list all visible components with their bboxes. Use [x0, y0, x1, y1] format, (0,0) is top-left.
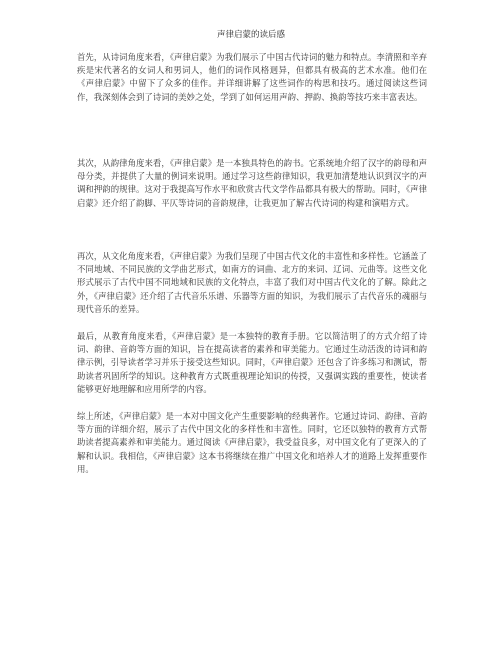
paragraph-conclusion: 综上所述，《声律启蒙》是一本对中国文化产生重要影响的经典著作。它通过诗词、韵律、音韵等方面的详细介绍，展示了古代中国文化的多样性和丰富性。同时，它还以独特的教育方式帮助读者提高素养和审美能力。通过阅读《声律启蒙》，我受益良多，对中国文化有了更深入的了解和认识。我相信，《声律启蒙》这本书将继续在推广中国文化和培养人才的道路上发挥重要作用。: [77, 411, 427, 474]
paragraph-rhythm: 其次，从韵律角度来看，《声律启蒙》是一本独具特色的韵书。它系统地介绍了汉字的韵母和声母分类，并提供了大量的例词来说明。通过学习这些韵律知识，我更加清楚地认识到汉字的声调和押韵的规律。这对于我提高写作水平和欣赏古代文学作品都具有极大的帮助。同时，《声律启蒙》还介绍了韵脚、平仄等诗词的音韵规律，让我更加了解古代诗词的构建和演唱方式。: [77, 158, 427, 208]
paragraph-education: 最后，从教育角度来看，《声律启蒙》是一本独特的教育手册。它以简洁明了的方式介绍了诗词、韵律、音韵等方面的知识，旨在提高读者的素养和审美能力。它通过生动活泼的诗词和韵律示例，引导读者学习并乐于接受这些知识。同时，《声律启蒙》还包含了许多练习和测试，帮助读者巩固所学的知识。这种教育方式既重视理论知识的传授，又强调实践的重要性，使读者能够更好地理解和应用所学的内容。: [77, 331, 427, 394]
paragraph-culture: 再次，从文化角度来看，《声律启蒙》为我们呈现了中国古代文化的丰富性和多样性。它涵盖了不同地域、不同民族的文学曲艺形式，如南方的词曲、北方的来词、辽词、元曲等。这些文化形式展示了古代中国不同地域和民族的文化特点，丰富了我们对中国古代文化的了解。除此之外，《声律启蒙》还介绍了古代音乐乐谱、乐器等方面的知识，为我们展示了古代音乐的魂丽与现代音乐的差异。: [77, 251, 427, 314]
document-title: 声律启蒙的读后感: [216, 30, 285, 40]
paragraph-poetry: 首先，从诗词角度来看，《声律启蒙》为我们展示了中国古代诗词的魅力和特点。李清照和辛弃疾是宋代著名的女词人和男词人，他们的词作风格迥异，但都具有极高的艺术水准。他们在《声律启蒙》中留下了众多的佳作。并详细讲解了这些词作的构思和技巧。通过阅读这些词作，我深刻体会到了诗词的美妙之处，学到了如何运用声韵、押韵、换韵等技巧来丰富表达。: [77, 52, 427, 102]
